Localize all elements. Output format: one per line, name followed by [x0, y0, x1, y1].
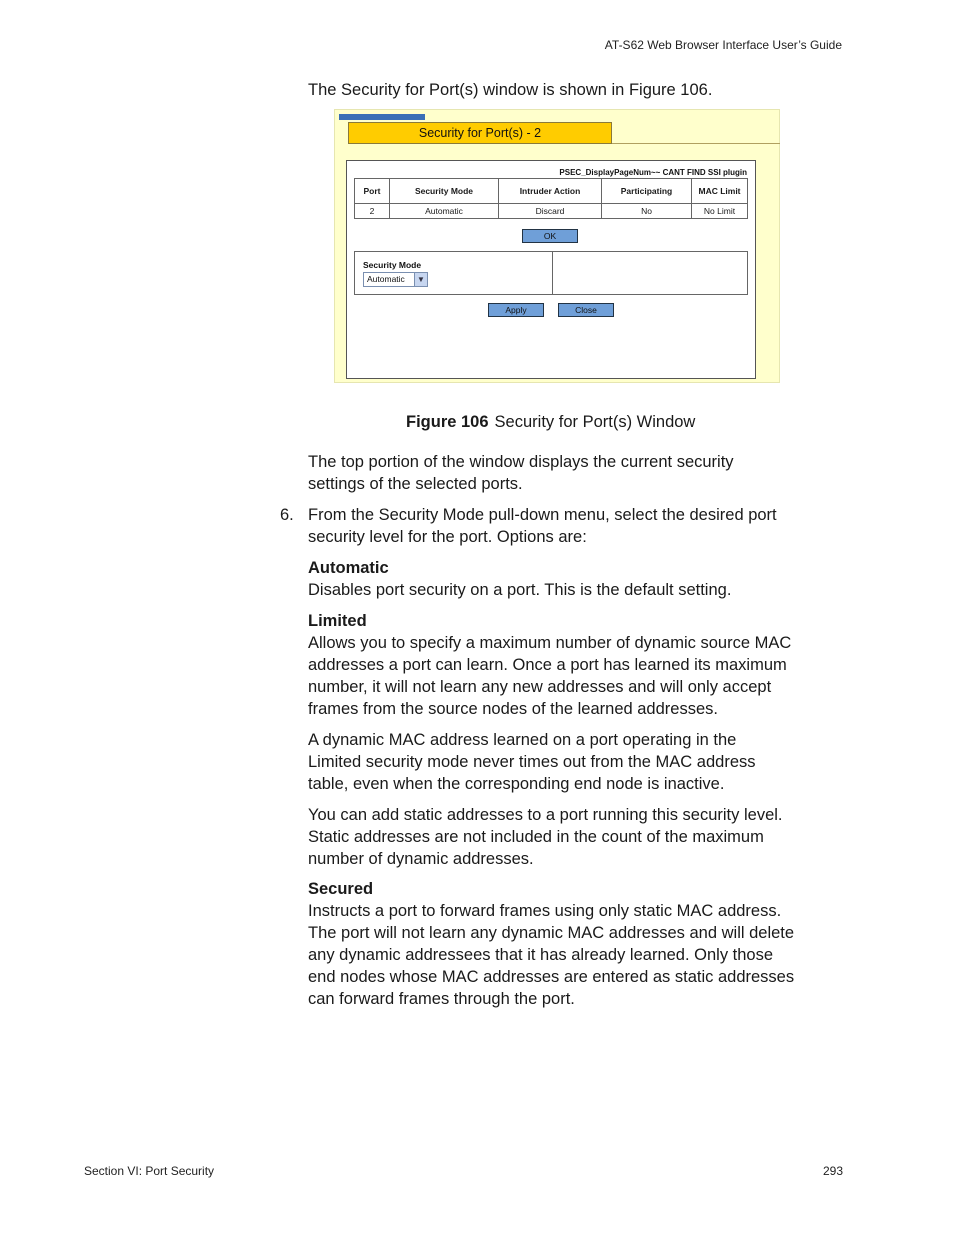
- static-addresses-paragraph: [308, 804, 828, 870]
- page-number: 293: [823, 1164, 844, 1178]
- ok-button[interactable]: OK: [522, 229, 578, 243]
- cell-security-mode: Automatic: [390, 204, 499, 219]
- text-line: Static addresses are not included in the count of the maximum: [308, 828, 764, 846]
- text-line: A dynamic MAC address learned on a port operating in the: [308, 731, 737, 749]
- cell-mac-limit: No Limit: [692, 204, 748, 219]
- security-mode-value: Automatic: [367, 274, 405, 284]
- text-line: table, even when the corresponding end node is inactive.: [308, 775, 725, 793]
- step-number: 6.: [280, 506, 294, 524]
- secured-heading: Secured: [308, 880, 374, 898]
- settings-panel: [346, 160, 756, 379]
- text-line: The top portion of the window displays the current security: [308, 453, 734, 471]
- close-button[interactable]: Close: [558, 303, 614, 317]
- text-line: Disables port security on a port. This is the default setting.: [308, 581, 732, 599]
- table-header-row: [355, 179, 748, 204]
- column-header-security-mode: Security Mode: [390, 179, 499, 204]
- text-line: frames from the source nodes of the learned addresses.: [308, 700, 718, 718]
- cell-port: 2: [355, 204, 390, 219]
- intro-paragraph: The Security for Port(s) window is shown in Figure 106.: [308, 81, 713, 99]
- text-line: any dynamic addressees that it has already learned. Only those: [308, 946, 774, 964]
- text-line: Limited security mode never times out from the MAC address: [308, 753, 756, 771]
- chevron-down-icon[interactable]: ▼: [414, 273, 427, 286]
- cell-participating: No: [602, 204, 692, 219]
- automatic-heading: Automatic: [308, 559, 389, 577]
- text-line: settings of the selected ports.: [308, 475, 523, 493]
- column-header-mac-limit: MAC Limit: [692, 179, 748, 204]
- text-line: number of dynamic addresses.: [308, 850, 534, 868]
- limited-heading: Limited: [308, 612, 367, 630]
- text-line: You can add static addresses to a port running this security level.: [308, 806, 783, 824]
- text-line: Instructs a port to forward frames using only static MAC address.: [308, 902, 782, 920]
- security-mode-select[interactable]: [363, 272, 428, 287]
- table-row: [355, 204, 748, 219]
- text-line: Allows you to specify a maximum number of dynamic source MAC: [308, 634, 792, 652]
- box-divider: [552, 252, 553, 294]
- text-line: end nodes whose MAC addresses are entered as static addresses: [308, 968, 795, 986]
- dynamic-mac-paragraph: [308, 729, 828, 795]
- secured-section: [308, 878, 828, 1010]
- column-header-intruder-action: Intruder Action: [499, 179, 602, 204]
- status-text: PSEC_DisplayPageNum~~ CANT FIND SSI plugin: [559, 168, 747, 177]
- text-line: can forward frames through the port.: [308, 990, 575, 1008]
- window-title: Security for Port(s) - 2: [348, 122, 612, 144]
- security-for-ports-screenshot: [334, 109, 780, 383]
- window-tab-strip: [339, 114, 425, 120]
- text-line: number, it will not learn any new addresses and will only accept: [308, 678, 772, 696]
- port-security-table: [354, 178, 748, 219]
- text-line: addresses a port can learn. Once a port has learned its maximum: [308, 656, 787, 674]
- column-header-participating: Participating: [602, 179, 692, 204]
- security-mode-box: [354, 251, 748, 295]
- caption-number: Figure 106: [406, 413, 489, 431]
- text-line: From the Security Mode pull-down menu, select the desired port: [308, 506, 777, 524]
- footer-section: Section VI: Port Security: [84, 1164, 215, 1178]
- top-portion-paragraph: [308, 451, 828, 495]
- text-line: The port will not learn any dynamic MAC addresses and will delete: [308, 924, 795, 942]
- apply-button[interactable]: Apply: [488, 303, 544, 317]
- automatic-section: [308, 557, 828, 601]
- title-underline: [612, 143, 780, 144]
- figure-caption: [406, 411, 695, 433]
- step-paragraph: [308, 504, 828, 548]
- text-line: security level for the port. Options are:: [308, 528, 587, 546]
- security-mode-label: Security Mode: [363, 260, 422, 270]
- cell-intruder-action: Discard: [499, 204, 602, 219]
- caption-text: Security for Port(s) Window: [494, 413, 696, 431]
- limited-section: [308, 610, 828, 720]
- running-header: AT-S62 Web Browser Interface User’s Guide: [604, 38, 842, 52]
- column-header-port: Port: [355, 179, 390, 204]
